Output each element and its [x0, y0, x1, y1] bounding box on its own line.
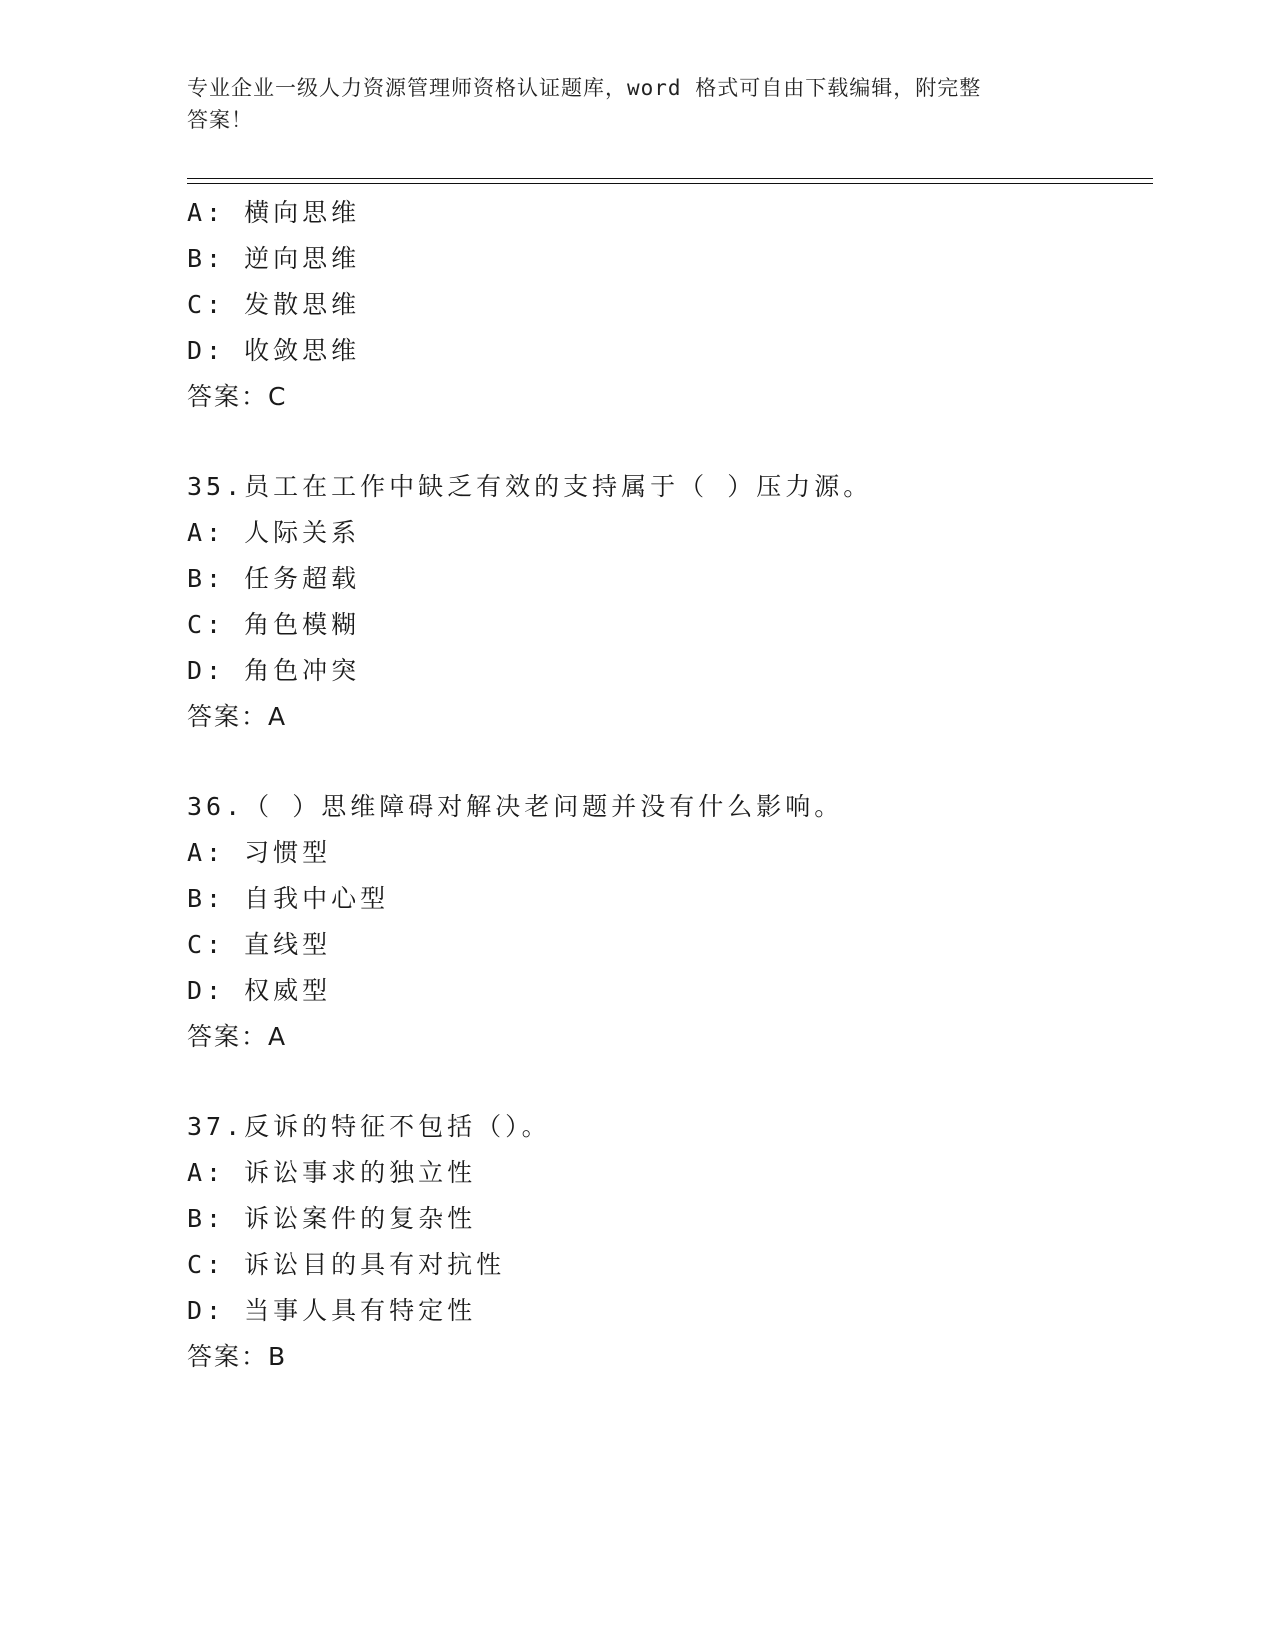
option-a: A: 人际关系	[187, 518, 361, 547]
document-body	[187, 190, 1153, 1380]
option-b: B: 逆向思维	[187, 244, 361, 273]
question-block-35	[187, 464, 1153, 740]
option-a: A: 横向思维	[187, 198, 361, 227]
question-stem: 37.反诉的特征不包括（）。	[187, 1112, 551, 1141]
option-d: D: 权威型	[187, 976, 332, 1005]
answer-line: 答案：A	[187, 702, 288, 731]
answer-line: 答案：A	[187, 1022, 288, 1051]
option-c: C: 发散思维	[187, 290, 361, 319]
page-header	[187, 72, 1067, 136]
option-c: C: 直线型	[187, 930, 332, 959]
option-b: B: 任务超载	[187, 564, 361, 593]
header-rule-bottom	[187, 183, 1153, 184]
option-a: A: 习惯型	[187, 838, 332, 867]
answer-line: 答案：B	[187, 1342, 288, 1371]
header-line-1: 专业企业一级人力资源管理师资格认证题库，word 格式可自由下载编辑，附完整	[187, 76, 982, 100]
question-block-37	[187, 1104, 1153, 1380]
option-d: D: 收敛思维	[187, 336, 361, 365]
option-c: C: 角色模糊	[187, 610, 361, 639]
question-stem: 35.员工在工作中缺乏有效的支持属于（ ）压力源。	[187, 472, 873, 501]
option-b: B: 自我中心型	[187, 884, 390, 913]
answer-line: 答案：C	[187, 382, 288, 411]
question-block-partial	[187, 190, 1153, 420]
option-b: B: 诉讼案件的复杂性	[187, 1204, 477, 1233]
option-d: D: 当事人具有特定性	[187, 1296, 477, 1325]
header-line-2: 答案！	[187, 108, 253, 132]
option-c: C: 诉讼目的具有对抗性	[187, 1250, 506, 1279]
question-block-36	[187, 784, 1153, 1060]
header-rule-top	[187, 178, 1153, 179]
option-a: A: 诉讼事求的独立性	[187, 1158, 477, 1187]
option-d: D: 角色冲突	[187, 656, 361, 685]
question-stem: 36.（ ）思维障碍对解决老问题并没有什么影响。	[187, 792, 844, 821]
